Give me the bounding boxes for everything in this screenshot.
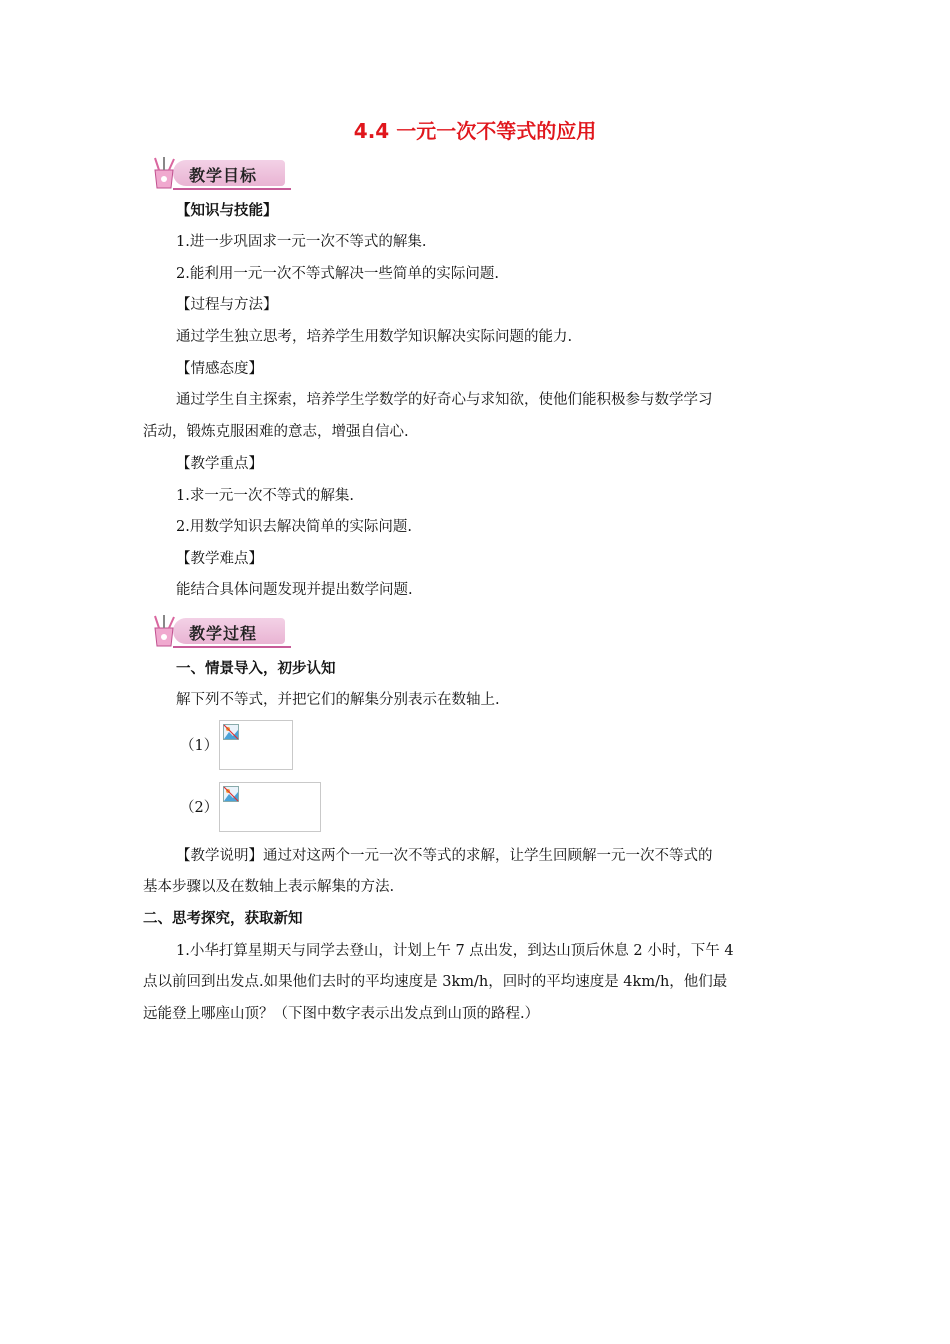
paragraph: 活动，锻炼克服困难的意志，增强自信心. bbox=[143, 424, 409, 440]
pencil-cup-icon bbox=[147, 156, 181, 190]
paragraph: 1.小华打算星期天与同学去登山，计划上午 7 点出发，到达山顶后休息 2 小时，下午 4 bbox=[176, 943, 734, 959]
paragraph: 远能登上哪座山顶？（下图中数字表示出发点到山顶的路程.） bbox=[143, 1006, 540, 1022]
paragraph: 解下列不等式，并把它们的解集分别表示在数轴上. bbox=[176, 692, 500, 708]
paragraph: 2.用数学知识去解决简单的实际问题. bbox=[176, 519, 412, 535]
heading-knowledge: 【知识与技能】 bbox=[176, 203, 278, 219]
list-item-label: （2） bbox=[180, 800, 219, 816]
paragraph: 能结合具体问题发现并提出数学问题. bbox=[176, 582, 413, 598]
subsection-heading-1: 一、情景导入，初步认知 bbox=[176, 661, 336, 677]
paragraph: 【教学说明】通过对这两个一元一次不等式的求解，让学生回顾解一元一次不等式的 bbox=[176, 848, 713, 864]
section-label: 教学目标 bbox=[189, 166, 258, 185]
paragraph: 通过学生独立思考，培养学生用数学知识解决实际问题的能力. bbox=[176, 329, 573, 345]
section-underline bbox=[173, 646, 291, 648]
image-placeholder-2 bbox=[219, 782, 321, 832]
paragraph: 1.求一元一次不等式的解集. bbox=[176, 488, 354, 504]
paragraph: 通过学生自主探索，培养学生学数学的好奇心与求知欲，使他们能积极参与数学学习 bbox=[176, 392, 713, 408]
section-header-goals bbox=[143, 152, 293, 194]
paragraph: 点以前回到出发点.如果他们去时的平均速度是 3km/h，回时的平均速度是 4km/h，他们最 bbox=[143, 974, 728, 990]
subsection-heading-2: 二、思考探究，获取新知 bbox=[143, 911, 303, 927]
paragraph: 2.能利用一元一次不等式解决一些简单的实际问题. bbox=[176, 266, 499, 282]
page-title: 4.4 一元一次不等式的应用 bbox=[353, 119, 597, 143]
section-label: 教学过程 bbox=[189, 624, 258, 643]
paragraph: 基本步骤以及在数轴上表示解集的方法. bbox=[143, 879, 395, 895]
list-item-label: （1） bbox=[180, 738, 219, 754]
heading-key-points: 【教学重点】 bbox=[176, 456, 263, 472]
heading-attitude: 【情感态度】 bbox=[176, 361, 263, 377]
broken-image-icon bbox=[223, 786, 239, 802]
pencil-cup-icon bbox=[147, 614, 181, 648]
heading-process-method: 【过程与方法】 bbox=[176, 297, 278, 313]
paragraph: 1.进一步巩固求一元一次不等式的解集. bbox=[176, 234, 427, 250]
section-header-process bbox=[143, 610, 293, 652]
heading-difficulties: 【教学难点】 bbox=[176, 551, 263, 567]
section-underline bbox=[173, 188, 291, 190]
broken-image-icon bbox=[223, 724, 239, 740]
image-placeholder-1 bbox=[219, 720, 293, 770]
